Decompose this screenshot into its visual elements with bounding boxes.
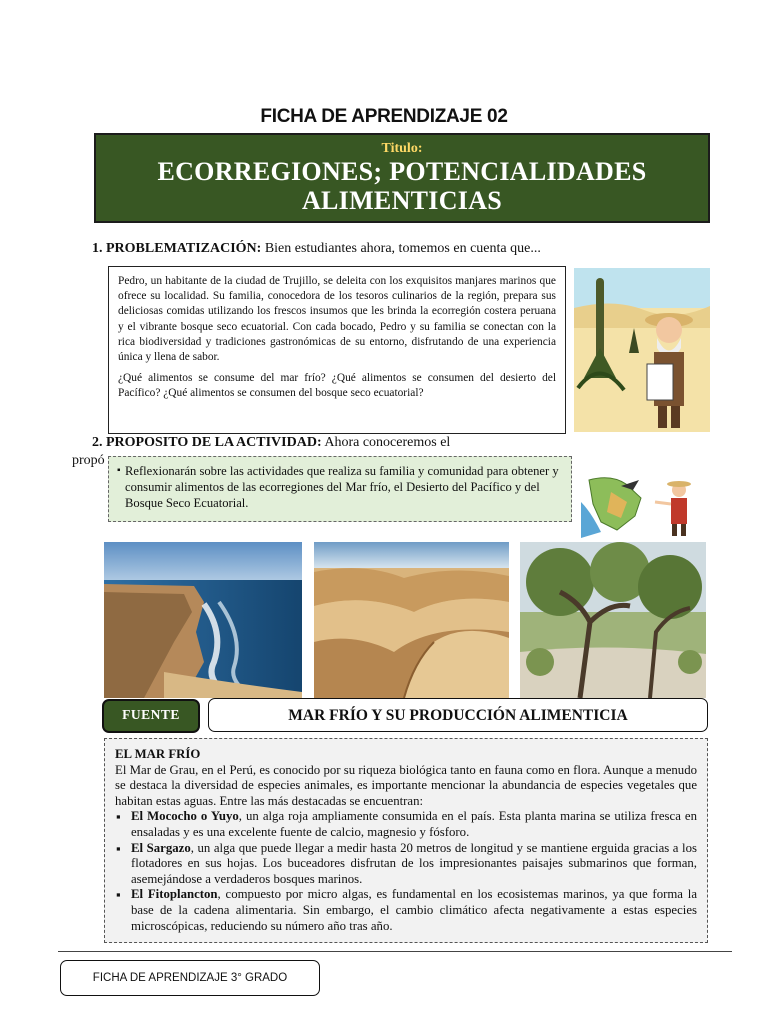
section-2-heading [92,435,450,451]
cold-sea-paragraph: El Mar de Grau, en el Perú, es conocido por su riqueza biológica tanto en fauna como en flora. Aunque a menudo se destaca la diversidad de especies animales, es importante mencionar la abundancia de especies vegetales que habitan estas aguas. Entre las más destacadas se encuentran: [115,762,697,808]
section-2-intro: Ahora conoceremos el [324,435,451,450]
fuente-title: MAR FRÍO Y SU PRODUCCIÓN ALIMENTICIA [208,698,708,732]
list-item [131,841,697,888]
title-line-1: ECORREGIONES; POTENCIALIDADES [157,157,647,186]
list-item [131,887,697,934]
item-name: El Sargazo [131,840,191,855]
section-1-intro: Bien estudiantes ahora, tomemos en cuenta que... [264,241,541,256]
fuente-tab-label: FUENTE [122,707,180,722]
cold-sea-subheading: EL MAR FRÍO [115,747,201,761]
title-banner [94,133,710,223]
footer-label: FICHA DE APRENDIZAJE 3° GRADO [60,960,320,996]
algae-list [115,809,697,934]
pacific-desert-photo [314,542,509,698]
item-text: , un alga que puede llegar a medir hasta 20 metros de longitud y se mantiene erguida gracias a los flotadores en sus hojas. Los buceadores disfrutan de los impresionantes paisajes submarinos que forman, asemejándose a verdaderos bosques marinos. [131,840,697,886]
section-1-title: PROBLEMATIZACIÓN: [106,241,262,256]
title-text [96,157,708,215]
section-2-title: PROPOSITO DE LA ACTIVIDAD: [106,435,322,450]
purpose-text: Reflexionarán sobre las actividades que realiza su familia y comunidad para obtener y consumir alimentos de las ecorregiones del Mar frío, el Desierto del Pacífico y del Bosque Seco Ecuatorial. [125,464,559,510]
section-1-number: 1. [92,241,103,256]
story-box [108,266,566,434]
purpose-box [108,456,572,522]
item-text: , un alga roja ampliamente consumida en el país. Esta planta marina se utiliza fresca en ensaladas y es una excelente fuente de calcio, magnesio y fósforo. [131,809,697,839]
cold-sea-coast-photo [104,542,302,698]
peru-map-illustration [581,472,705,538]
item-name: El Mococho o Yuyo [131,809,239,824]
section-2-number: 2. [92,435,103,450]
story-text: Pedro, un habitante de la ciudad de Trujillo, se deleita con los exquisitos manjares marinos que ofrece su localidad. Su familia, conocedora de los tesoros culinarios de la región, prepara sus deliciosas comidas utilizando los frescos insumos que les brinda la ecorregión costera peruana y el vibrante bosque seco ecuatorial. Con cada bocado, Pedro y su familia se conectan con la rica biodiversidad y tradiciones gastronómicas de su entorno, disfrutando de una experiencia única y llena de sabor. [118,275,556,364]
page-title: FICHA DE APRENDIZAJE 02 [260,106,508,127]
title-label: Titulo: [381,141,423,156]
cold-sea-box [104,738,708,943]
section-2-intro-cont: propó [72,453,105,468]
list-item [131,809,697,840]
bullet-icon: ▪ [117,465,121,476]
footer-divider [58,951,732,952]
story-questions: ¿Qué alimentos se consume del mar frío? ¿Qué alimentos se consumen del desierto del Pacífico? ¿Qué alimentos se consumen del bosque seco ecuatorial? [118,372,556,400]
pedro-desert-illustration [574,268,710,432]
fuente-tab [102,699,200,733]
dry-forest-photo [520,542,706,698]
item-name: El Fitoplancton [131,887,218,902]
section-1-heading [92,241,541,257]
item-text: , compuesto por micro algas, es fundamental en los ecosistemas marinos, ya que forma la base de la cadena alimentaria. Sin embargo, el cambio climático afecta negativamente a estas especies microscópicas, reduciendo su número año tras año. [131,887,697,933]
title-line-2: ALIMENTICIAS [301,186,503,215]
